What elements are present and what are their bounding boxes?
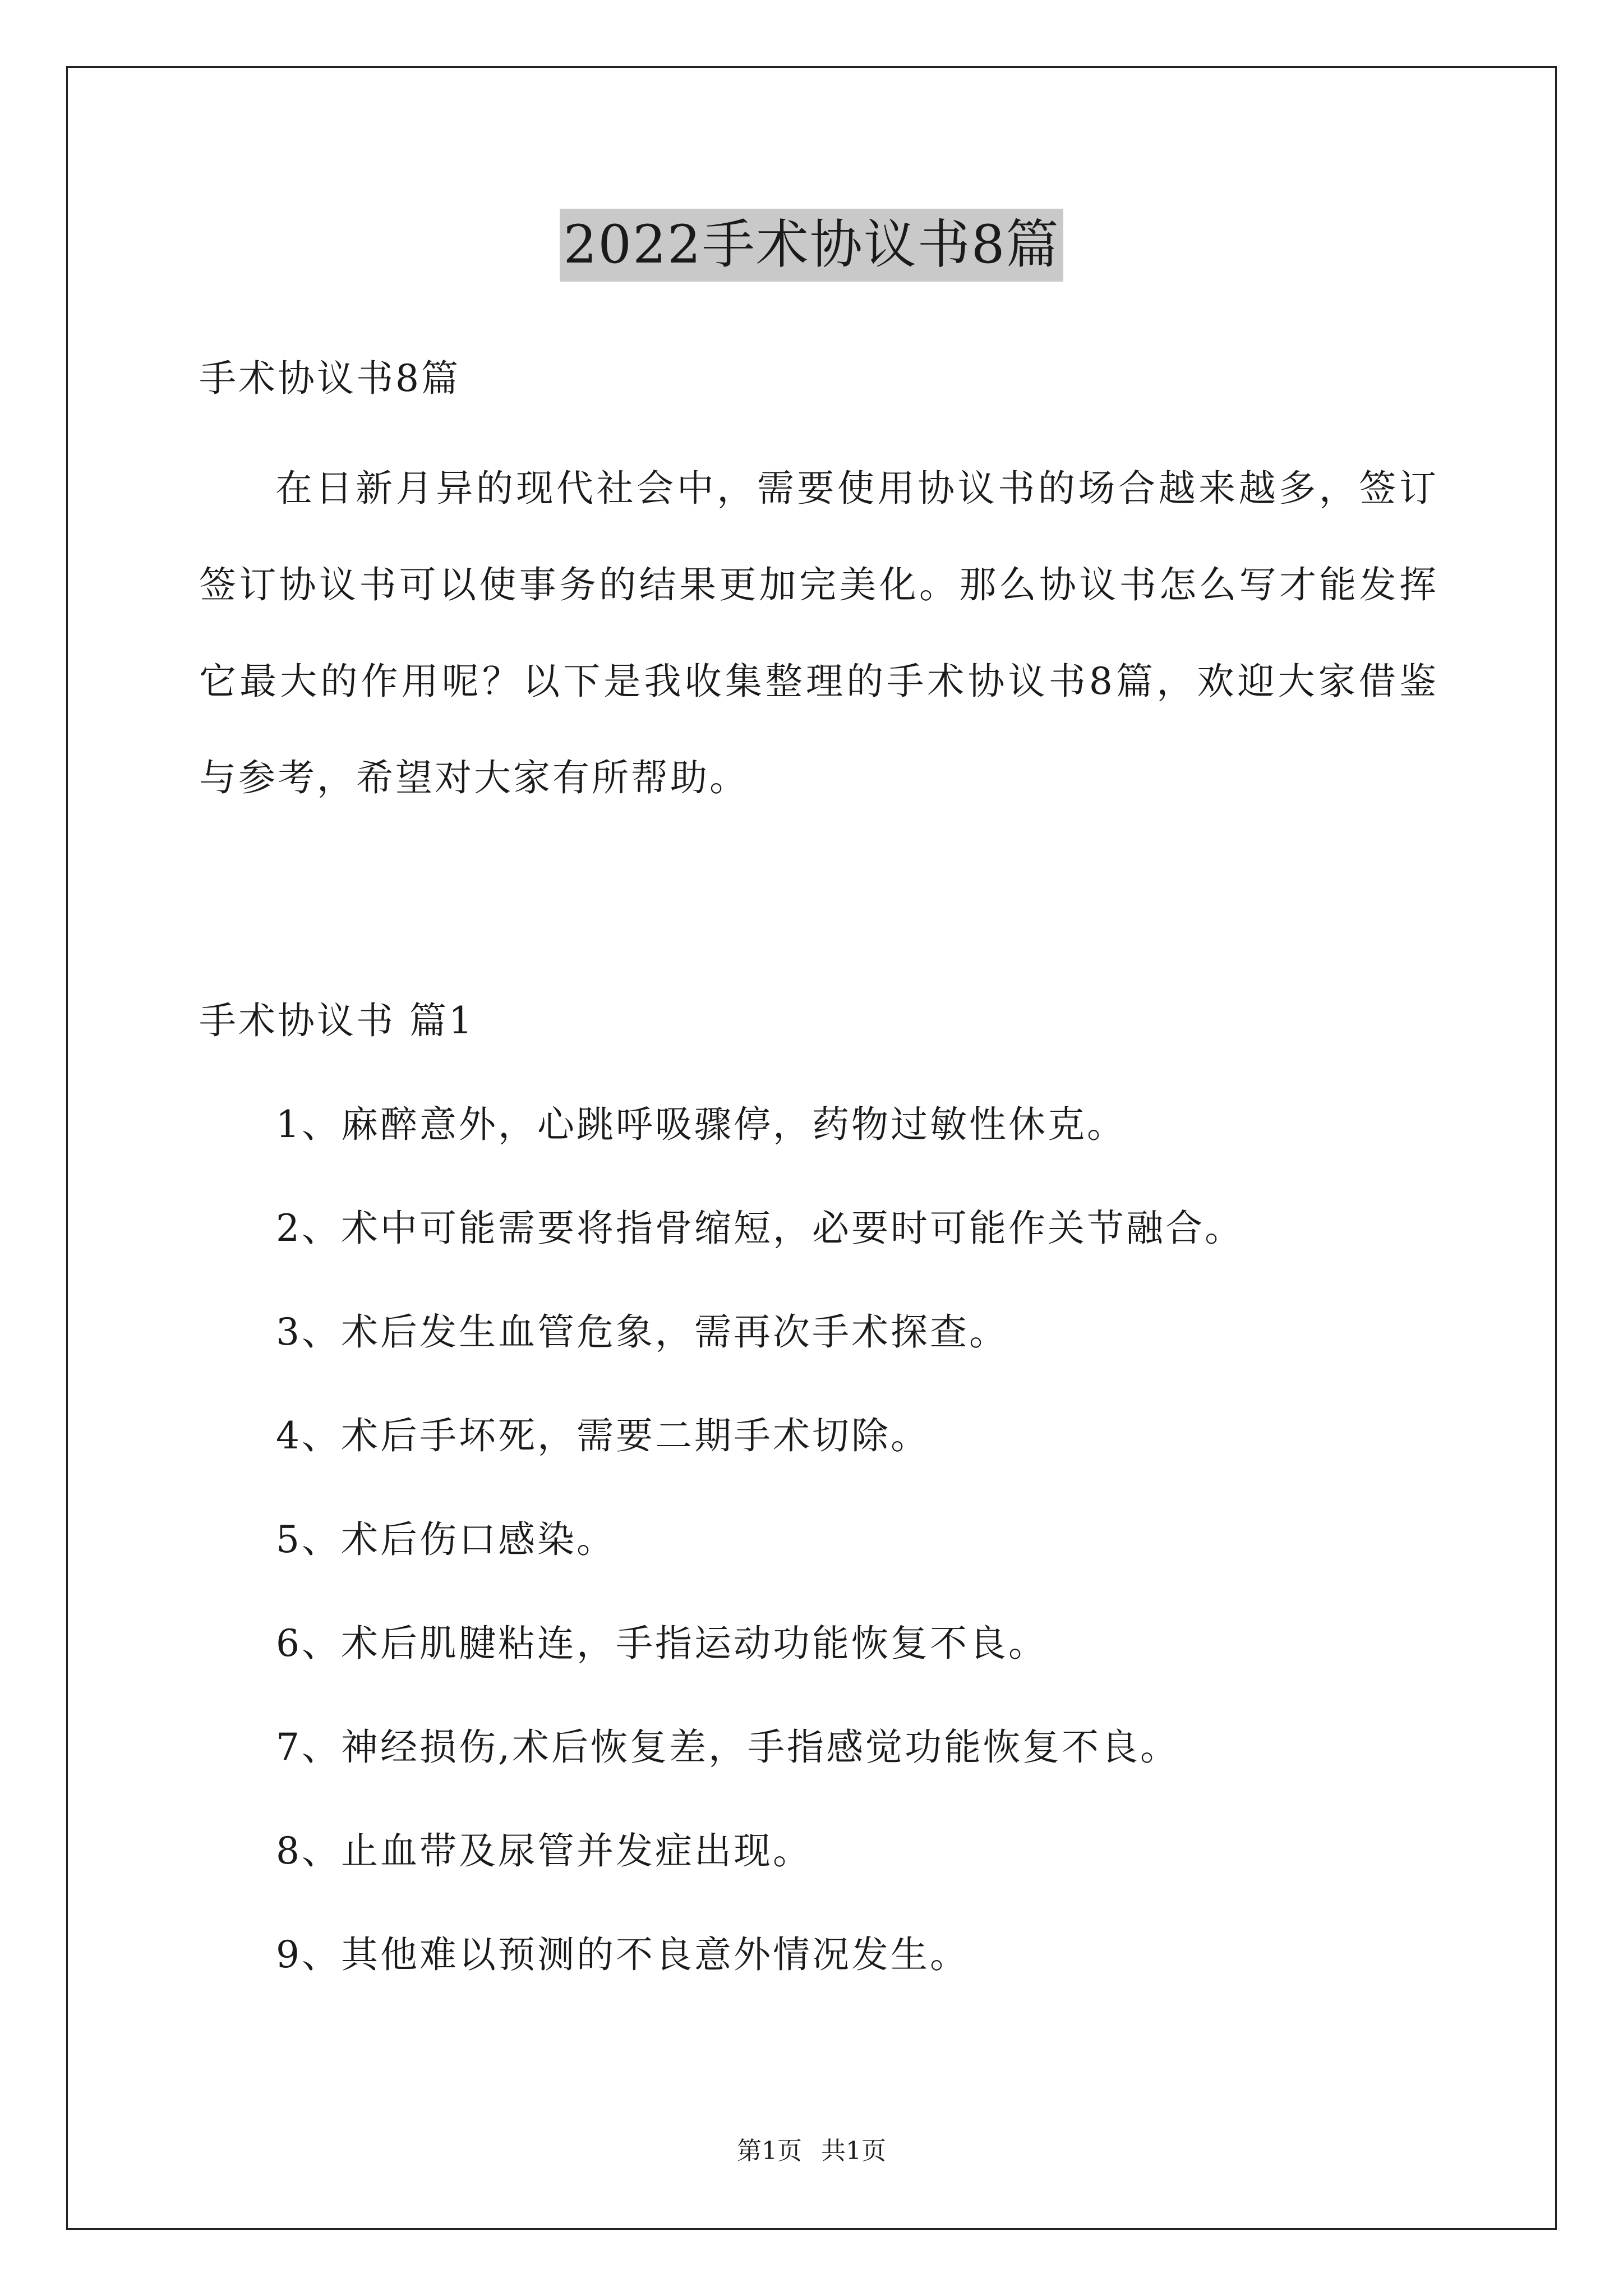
- list-item: 2、术中可能需要将指骨缩短，必要时可能作关节融合。: [276, 1207, 1244, 1250]
- list-item: 8、止血带及尿管并发症出现。: [276, 1829, 812, 1872]
- list-item: 1、麻醉意外，心跳呼吸骤停，药物过敏性休克。: [276, 1103, 1126, 1146]
- document-subtitle: 手术协议书8篇: [199, 357, 460, 400]
- list-item: 5、术后伤口感染。: [276, 1518, 616, 1561]
- list-item: 7、神经损伤,术后恢复差，手指感觉功能恢复不良。: [276, 1726, 1179, 1769]
- page-total: 共1页: [821, 2137, 886, 2165]
- page-number: 第1页: [737, 2137, 802, 2165]
- page-footer: [0, 2134, 1623, 2168]
- list-item: 6、术后肌腱粘连，手指运动功能恢复不良。: [276, 1622, 1048, 1665]
- intro-paragraph: 在日新月异的现代社会中，需要使用协议书的场合越来越多，签订签订协议书可以使事务的结果更加完美化。那么协议书怎么写才能发挥它最大的作用呢？以下是我收集整理的手术协议书8篇，欢迎大家借鉴与参考，希望对大家有所帮助。: [199, 467, 1438, 799]
- list-item: 3、术后发生血管危象，需再次手术探查。: [276, 1310, 1008, 1354]
- document-title: 2022手术协议书8篇: [560, 209, 1063, 282]
- title-container: [0, 209, 1623, 282]
- section-heading: 手术协议书 篇1: [199, 999, 474, 1042]
- list-item: 9、其他难以预测的不良意外情况发生。: [276, 1933, 969, 1976]
- list-item: 4、术后手坏死，需要二期手术切除。: [276, 1414, 930, 1457]
